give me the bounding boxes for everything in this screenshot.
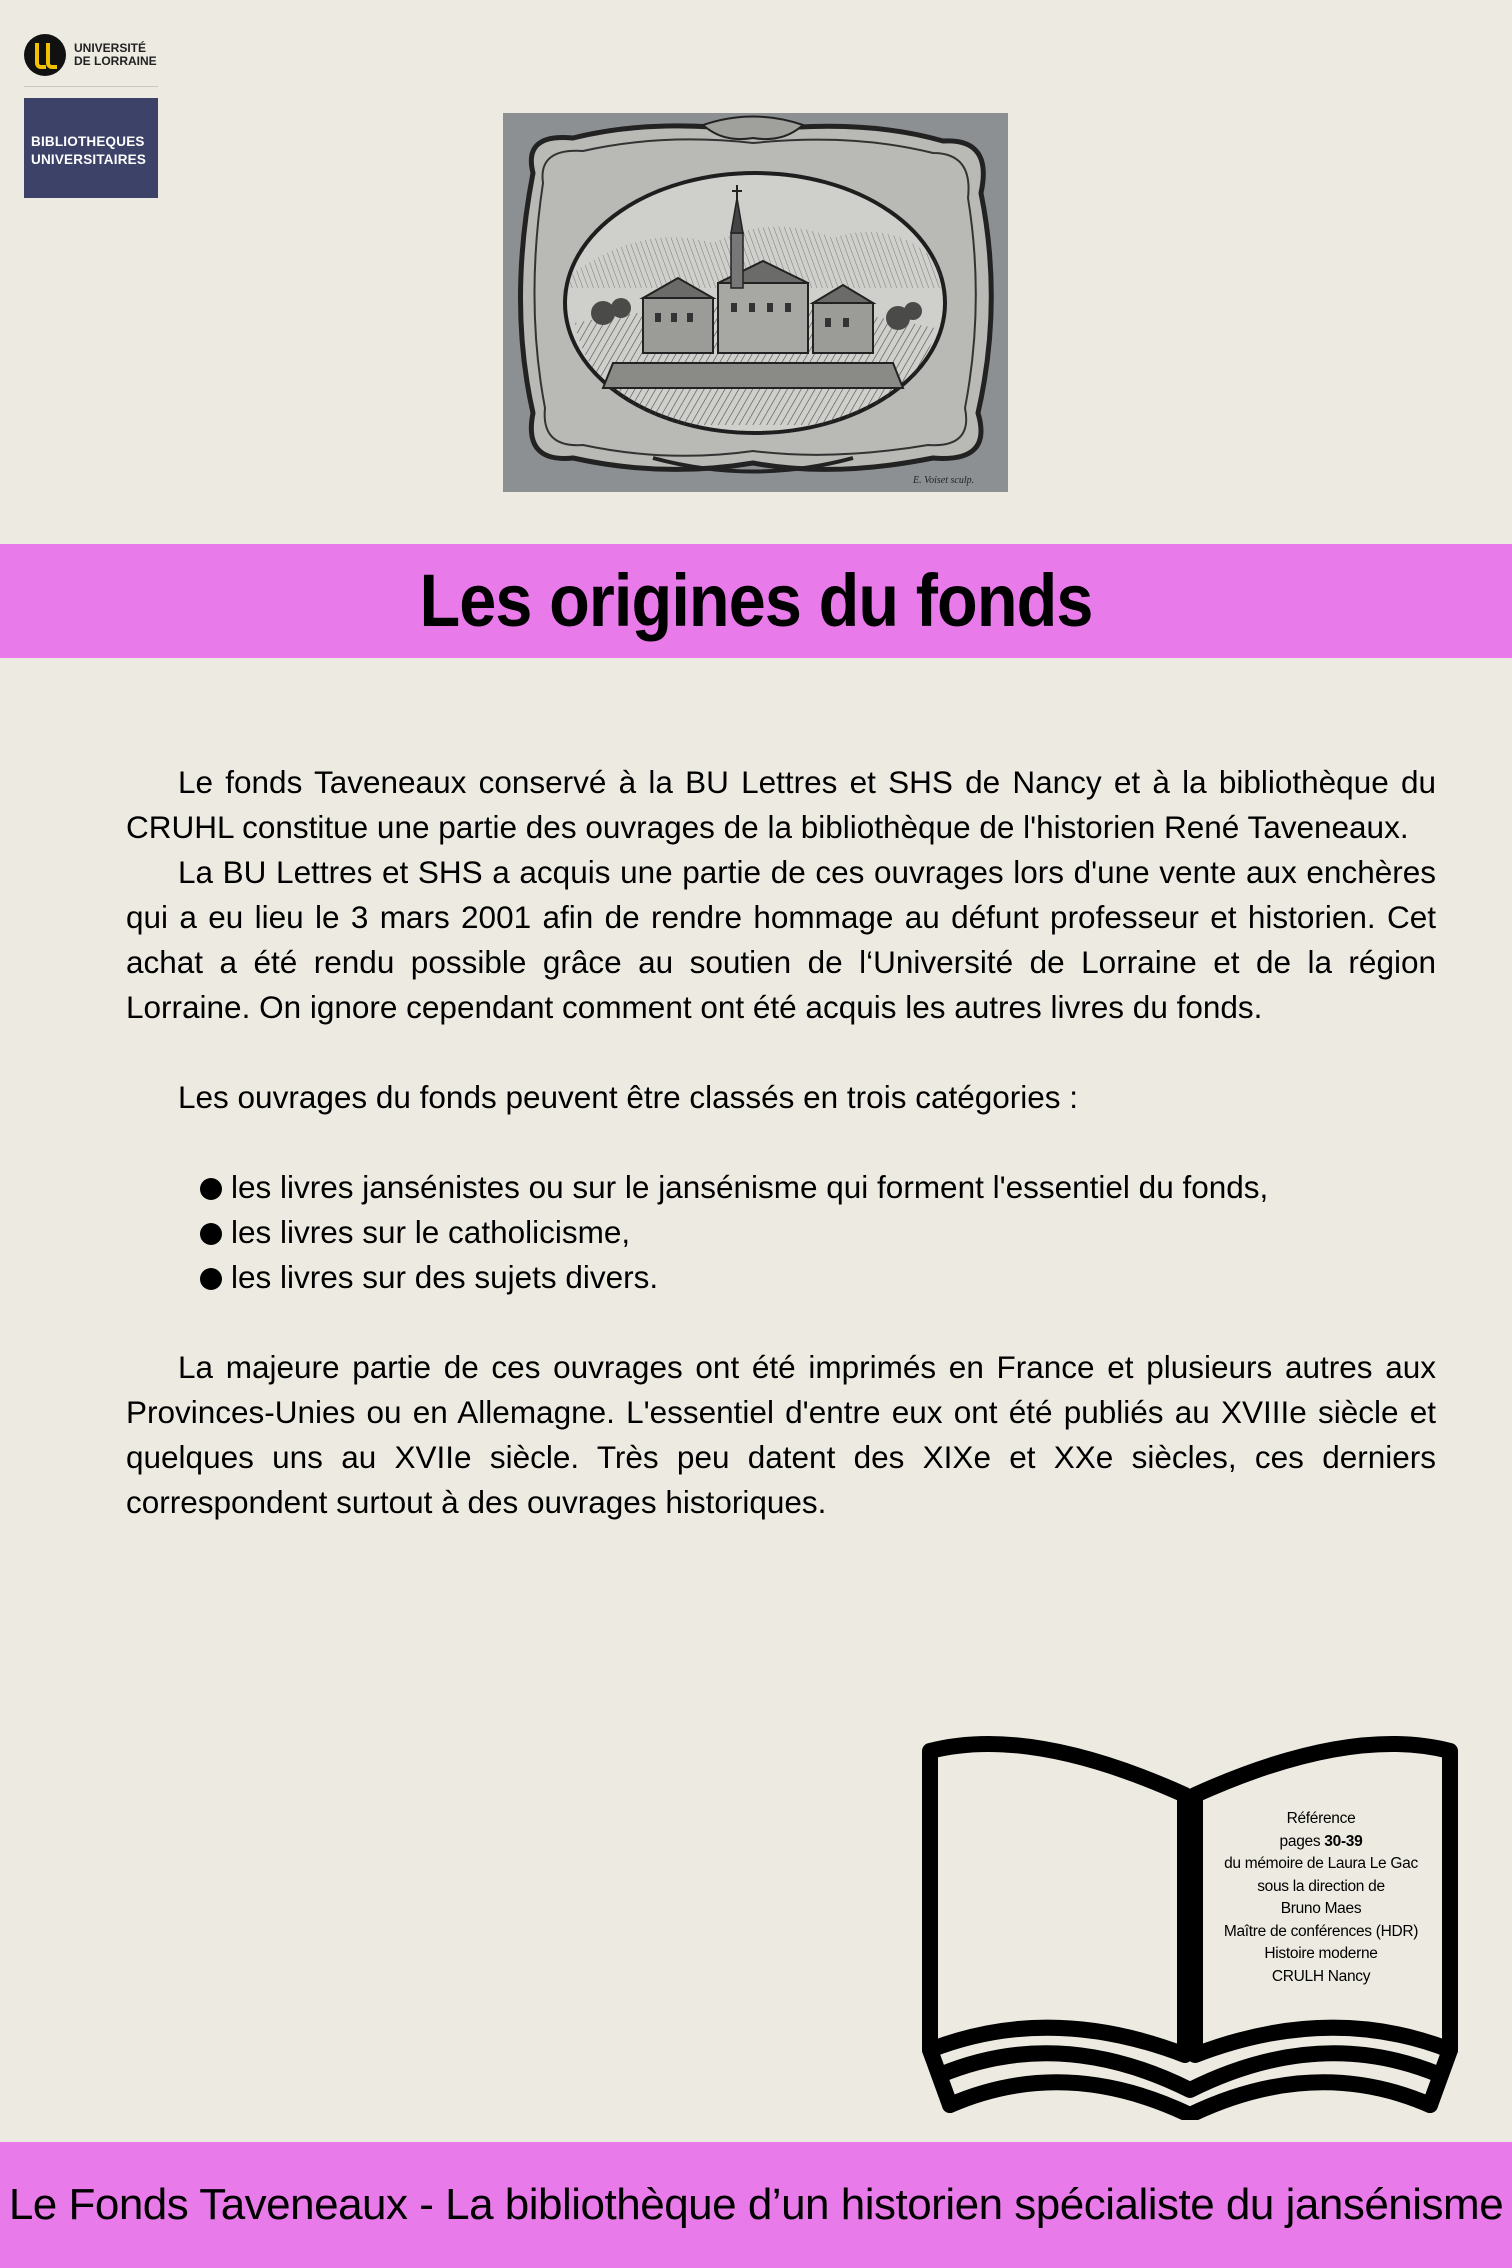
page-title: Les origines du fonds — [419, 559, 1093, 642]
paragraph-intro: Le fonds Taveneaux conservé à la BU Lettres et SHS de Nancy et à la bibliothèque du CRUHL constitue une partie des ouvrages de la bibliothèque de l'historien René Taveneaux. — [126, 764, 1436, 845]
universite-de-lorraine-logo — [24, 34, 157, 76]
reference-field: Histoire moderne — [1264, 1945, 1378, 1962]
bibliotheques-universitaires-logo — [24, 98, 158, 198]
reference-direction: sous la direction de — [1257, 1877, 1385, 1895]
reference-lab: CRULH Nancy — [1271, 1967, 1371, 1985]
university-name-line2: DE LORRAINE — [74, 54, 157, 68]
reference-pages: pages 30-39 — [1279, 1832, 1363, 1850]
list-item: les livres sur le catholicisme, — [200, 1210, 1436, 1255]
bu-logo-line2: UNIVERSITAIRES — [31, 152, 147, 167]
footer-title: Le Fonds Taveneaux - La bibliothèque d’un historien spécialiste du jansénisme — [8, 2180, 1504, 2229]
footer-band — [0, 2142, 1512, 2268]
bu-logo-line1: BIBLIOTHEQUES — [31, 134, 145, 149]
university-name-line1: UNIVERSITÉ — [74, 41, 147, 55]
reference-title: Maître de conférences (HDR) — [1223, 1922, 1419, 1940]
categories-list — [126, 1165, 1436, 1300]
paragraph-acquisition: La BU Lettres et SHS a acquis une partie de ces ouvrages lors d'une vente aux enchères qui a eu lieu le 3 mars 2001 afin de rendre hommage au défunt professeur et historien. Cet achat a été rendu possible grâce au soutien de l‘Université de Lorraine et de la région Lorraine. On ignore cependant comment ont été acquis les autres livres du fonds. — [126, 854, 1436, 1025]
reference-memoir: du mémoire de Laura Le Gac — [1224, 1855, 1418, 1872]
logo-divider — [24, 86, 158, 87]
svg-text:E. Voiset sculp.: E. Voiset sculp. — [913, 475, 975, 486]
reference-label: Référence — [1286, 1810, 1356, 1827]
list-item: les livres sur des sujets divers. — [200, 1255, 1436, 1300]
abbey-engraving-image — [503, 113, 1008, 492]
body-text — [126, 760, 1436, 1525]
ul-logo-icon — [24, 34, 66, 76]
list-item: les livres jansénistes ou sur le jansénisme qui forment l'essentiel du fonds, — [200, 1165, 1436, 1210]
title-band — [0, 544, 1512, 658]
reference-note — [1216, 1808, 1426, 1988]
paragraph-categories-intro: Les ouvrages du fonds peuvent être classés en trois catégories : — [178, 1079, 1079, 1115]
paragraph-printing: La majeure partie de ces ouvrages ont été imprimés en France et plusieurs autres aux Provinces-Unies ou en Allemagne. L'essentiel d'entre eux ont été publiés au XVIIIe siècle et quelques uns au XVIIe siècle. Très peu datent des XIXe et XXe siècles, ces derniers correspondent surtout à des ouvrages historiques. — [126, 1349, 1436, 1520]
reference-supervisor: Bruno Maes — [1280, 1900, 1362, 1917]
